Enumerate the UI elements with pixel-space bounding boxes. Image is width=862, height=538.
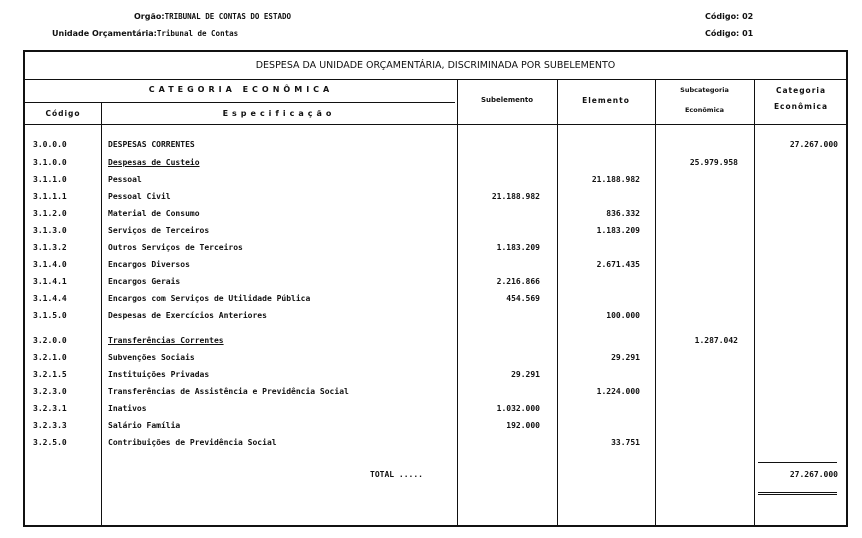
row-codigo: 3.2.1.5	[33, 370, 67, 379]
codigo-unidade	[705, 29, 753, 38]
row-codigo: 3.2.3.0	[33, 387, 67, 396]
table-row	[25, 336, 846, 353]
total-value: 27.267.000	[789, 470, 838, 479]
table-row	[25, 421, 846, 438]
row-codigo: 3.2.3.1	[33, 404, 67, 413]
row-especificacao: DESPESAS CORRENTES	[108, 140, 195, 149]
row-elemento: 100.000	[606, 311, 640, 320]
row-especificacao: Contribuições de Previdência Social	[108, 438, 277, 447]
row-especificacao: Inativos	[108, 404, 147, 413]
row-especificacao: Serviços de Terceiros	[108, 226, 210, 235]
row-codigo: 3.1.5.0	[33, 311, 67, 320]
table-row	[25, 175, 846, 192]
row-codigo: 3.1.1.0	[33, 175, 67, 184]
row-elemento: 21.188.982	[591, 175, 640, 184]
col-subelemento-header: Subelemento	[480, 96, 534, 104]
row-codigo: 3.1.2.0	[33, 209, 67, 218]
row-codigo: 3.2.3.3	[33, 421, 67, 430]
row-especificacao: Despesas de Custeio	[108, 158, 200, 167]
codigo-orgao	[705, 12, 753, 21]
row-subelemento: 1.032.000	[496, 404, 540, 413]
row-especificacao: Pessoal Civil	[108, 192, 171, 201]
col-categoria-header-2: Econômica	[773, 102, 829, 111]
categoria-economica-header: CATEGORIA ECONÔMICA	[148, 85, 334, 94]
row-especificacao: Encargos com Serviços de Utilidade Pública	[108, 294, 311, 303]
row-subelemento: 2.216.866	[496, 277, 540, 286]
table-title: DESPESA DA UNIDADE ORÇAMENTÁRIA, DISCRIMINADA POR SUBELEMENTO	[255, 60, 616, 71]
total-label: TOTAL .....	[370, 470, 423, 479]
col-categoria-header-1: Categoria	[775, 86, 827, 95]
row-elemento: 836.332	[606, 209, 640, 218]
row-especificacao: Transferências Correntes	[108, 336, 224, 345]
divider	[25, 102, 455, 103]
table-row	[25, 209, 846, 226]
row-categoria: 27.267.000	[789, 140, 838, 149]
divider	[25, 79, 846, 80]
orgao-label: Orgão:	[134, 12, 165, 21]
row-codigo: 3.1.3.2	[33, 243, 67, 252]
row-elemento: 1.224.000	[596, 387, 640, 396]
row-codigo: 3.2.0.0	[33, 336, 67, 345]
row-especificacao: Transferências de Assistência e Previdência Social	[108, 387, 349, 396]
row-subelemento: 192.000	[506, 421, 540, 430]
row-codigo: 3.1.4.1	[33, 277, 67, 286]
unidade-value: Tribunal de Contas	[156, 29, 239, 38]
table-row	[25, 158, 846, 175]
col-subcategoria-header-2: Econômica	[684, 106, 725, 114]
table-row	[25, 353, 846, 370]
codigo1-value: 02	[742, 12, 754, 21]
codigo2-value: 01	[742, 29, 754, 38]
row-elemento: 1.183.209	[596, 226, 640, 235]
row-especificacao: Despesas de Exercícios Anteriores	[108, 311, 267, 320]
total-rule	[758, 462, 837, 463]
codigo1-label: Código:	[705, 12, 740, 21]
row-subelemento: 1.183.209	[496, 243, 540, 252]
row-codigo: 3.0.0.0	[33, 140, 67, 149]
expense-table	[23, 50, 848, 527]
row-subcategoria: 25.979.958	[689, 158, 738, 167]
row-especificacao: Encargos Diversos	[108, 260, 190, 269]
table-row	[25, 404, 846, 421]
row-especificacao: Salário Família	[108, 421, 181, 430]
row-codigo: 3.1.3.0	[33, 226, 67, 235]
row-especificacao: Subvenções Sociais	[108, 353, 195, 362]
row-codigo: 3.1.0.0	[33, 158, 67, 167]
table-row	[25, 370, 846, 387]
row-especificacao: Instituições Privadas	[108, 370, 210, 379]
col-especificacao-header: Especificação	[222, 109, 336, 118]
divider	[25, 124, 846, 125]
row-subelemento: 454.569	[506, 294, 540, 303]
row-codigo: 3.2.5.0	[33, 438, 67, 447]
row-especificacao: Pessoal	[108, 175, 142, 184]
row-elemento: 2.671.435	[596, 260, 640, 269]
table-row	[25, 243, 846, 260]
row-subcategoria: 1.287.042	[694, 336, 738, 345]
table-row	[25, 387, 846, 404]
table-row	[25, 311, 846, 328]
row-especificacao: Material de Consumo	[108, 209, 200, 218]
row-codigo: 3.1.4.0	[33, 260, 67, 269]
col-elemento-header: Elemento	[582, 96, 630, 105]
orgao-line	[134, 12, 291, 21]
table-row	[25, 294, 846, 311]
row-subelemento: 21.188.982	[491, 192, 540, 201]
unidade-line	[52, 29, 238, 38]
col-subcategoria-header-1: Subcategoria	[680, 86, 729, 94]
table-row	[25, 192, 846, 209]
row-codigo: 3.1.4.4	[33, 294, 67, 303]
table-row	[25, 438, 846, 455]
row-codigo: 3.2.1.0	[33, 353, 67, 362]
orgao-value: TRIBUNAL DE CONTAS DO ESTADO	[164, 12, 292, 21]
row-especificacao: Encargos Gerais	[108, 277, 181, 286]
table-row	[25, 226, 846, 243]
row-subelemento: 29.291	[511, 370, 540, 379]
row-especificacao: Outros Serviços de Terceiros	[108, 243, 243, 252]
col-codigo-header: Código	[45, 109, 81, 118]
table-row	[25, 277, 846, 294]
unidade-label: Unidade Orçamentária:	[52, 29, 157, 38]
row-codigo: 3.1.1.1	[33, 192, 67, 201]
table-row	[25, 260, 846, 277]
total-double-rule	[758, 492, 837, 495]
table-row	[25, 140, 846, 157]
row-elemento: 29.291	[611, 353, 640, 362]
codigo2-label: Código:	[705, 29, 740, 38]
row-elemento: 33.751	[611, 438, 640, 447]
